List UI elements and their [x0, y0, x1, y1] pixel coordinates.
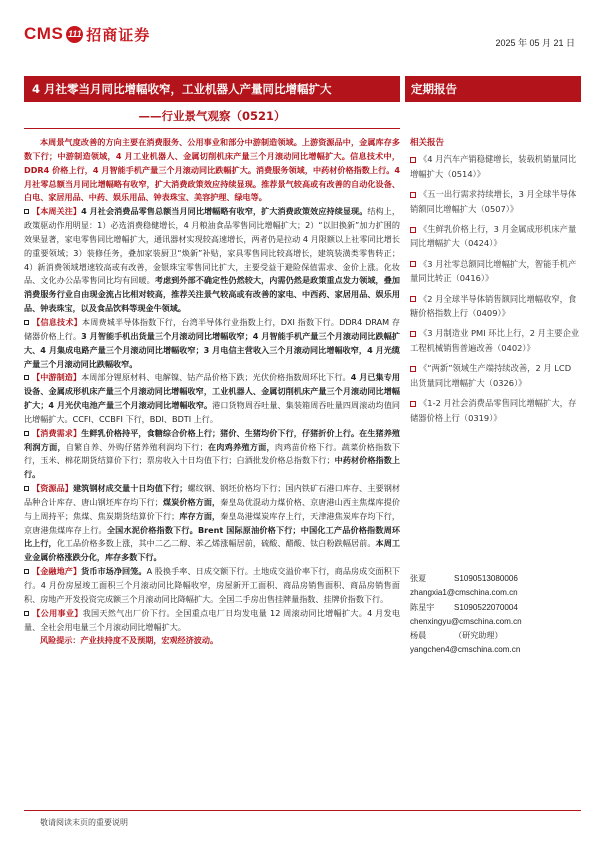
analyst-list — [410, 572, 582, 658]
section-utilities — [24, 607, 400, 635]
section-resources — [24, 482, 400, 565]
related-report-link[interactable]: 《3 月社零总额同比增幅扩大，智能手机产量同比转正（0416）》 — [410, 258, 577, 284]
report-date: 2025 年 05 月 21 日 — [495, 38, 575, 48]
section-lead: 中药材价格指数上行。 — [24, 455, 400, 480]
related-reports-heading: 相关报告 — [410, 138, 445, 148]
report-square-icon — [410, 331, 416, 337]
section-it — [24, 316, 400, 371]
subtitle-divider — [24, 128, 400, 129]
section-lead: 在肉鸡养殖方面， — [207, 441, 275, 452]
report-title: 4 月社零当月同比增幅收窄，工业机器人产量同比增幅扩大 — [32, 82, 332, 96]
section-body: 化工品价格多数上涨，其中二乙二醇、苯乙烯涨幅居前，硫酸、醋酸、钛白粉跌幅居前。 — [56, 538, 376, 549]
section-focus — [24, 205, 400, 316]
section-tag: 【公用事业】 — [32, 607, 83, 618]
bullet-square-icon — [24, 569, 29, 574]
analyst-row — [410, 572, 582, 586]
section-tag: 【信息技术】 — [32, 316, 82, 327]
section-body: 本周部分锂原材料、电解镍、钴产品价格下跌；光伏价格指数周环比下行。 — [81, 372, 351, 383]
analyst-id: S1090513080006 — [454, 574, 518, 583]
logo-cms-text: CMS — [24, 24, 64, 43]
company-logo — [24, 24, 150, 44]
section-lead: 库存方面， — [179, 510, 221, 521]
related-report-link[interactable]: 《3 月制造业 PMI 环比上行，2 月主要企业工程机械销售普遍改善（0402）》 — [410, 328, 580, 353]
related-report-link[interactable]: 《2 月全球半导体销售额同比增幅收窄，食糖价格指数上行（0409）》 — [410, 293, 577, 319]
report-square-icon — [410, 192, 416, 198]
section-midstream — [24, 371, 400, 426]
report-square-icon — [410, 296, 416, 302]
section-tag: 【消费需求】 — [32, 427, 82, 438]
report-type-bar — [405, 76, 581, 102]
section-lead: 4 月已集专用设备、金属成形机床产量三个月滚动同比增幅收窄，工业机器人、金属切削机床产量三个月滚动同比增幅扩大；4 月光伏电池产量三个月滚动同比增幅收窄。 — [24, 372, 400, 411]
report-square-icon — [410, 157, 416, 163]
section-lead: 生鲜乳价格持平，食糖综合价格上行；猪价、生猪均价下行，仔猪折价上行。在生猪养殖利润方面， — [24, 427, 400, 452]
main-content — [24, 136, 400, 648]
logo-chinese-text: 招商证券 — [86, 25, 151, 44]
report-title-bar — [24, 76, 400, 102]
section-body: 我国天然气出厂价下行。全国重点电厂日均发电量 12 周滚动同比增幅扩大。4 月发电量、全社会用电量三个月滚动同比增幅扩大。 — [24, 607, 400, 632]
bullet-square-icon — [24, 611, 29, 616]
sidebar-related-reports — [410, 136, 582, 431]
report-square-icon — [410, 227, 416, 233]
report-square-icon — [410, 261, 416, 267]
analyst-row — [410, 601, 582, 615]
footer-disclaimer: 敬请阅读末页的重要说明 — [40, 818, 128, 827]
section-body: A 股换手率、日成交额下行。土地成交溢价率下行，商品房成交面积下行。4 月份房屋竣工面积三个月滚动同比降幅收窄，房屋新开工面积、商品房销售面积、商品房销售面积、房地产开发投资完成额三个月滚动同比降幅扩大。全国二手房出售挂牌量指数、挂牌价指数下行。 — [24, 566, 400, 604]
section-lead: 煤炭价格方面， — [162, 496, 221, 507]
section-lead: 本周工业金属价格涨跌分化，库存多数下行。 — [24, 538, 400, 563]
bullet-square-icon — [24, 209, 29, 214]
bullet-square-icon — [24, 486, 29, 491]
section-tag: 【中游制造】 — [32, 372, 82, 383]
section-body: 秦皇岛优混动力煤价格、京唐港山西主焦煤库提价与上周持平；焦煤、焦炭期货结算价下行； — [24, 496, 400, 521]
analyst-id: S1090522070004 — [454, 602, 518, 612]
section-lead: 3 月智能手机出货量三个月滚动同比增幅收窄；4 月智能手机产量三个月滚动同比跌幅扩大、4 月集成电路产量三个月滚动同比增幅收窄；3 月电信主营收入三个月滚动同比增幅收窄，4 月光缆产量三个月滚动同比跌幅收窄。 — [24, 330, 400, 369]
section-lead: 建筑钢材成交量十日均值下行； — [72, 483, 188, 494]
analyst-id: （研究助理） — [454, 631, 503, 641]
section-tag: 【本周关注】 — [32, 206, 82, 217]
section-body: 肉鸡苗价格下行。蔬菜价格指数下行，玉米、棉花期货结算价下行；票房收入十日均值下行；白酒批发价格总指数下行； — [24, 441, 400, 466]
section-body: 自繁自养、外购仔猪养殖利润均下行； — [65, 441, 208, 452]
bullet-square-icon — [24, 320, 29, 325]
analyst-row — [410, 629, 582, 643]
section-body: 螺纹钢、钢坯价格均下行；国内铁矿石港口库存、主要钢材品种合计库存、唐山钢坯库存均下行； — [24, 483, 400, 507]
section-lead: 4 月社会消费品零售总额当月同比增幅略有收窄，扩大消费政策效应持续显现。 — [81, 206, 368, 217]
section-finance — [24, 565, 400, 607]
analyst-name: 杨晨 — [410, 631, 427, 641]
section-body: 结构上，政策驱动作用明显：1）必选消费稳健增长，4 月粮油食品零售同比增幅扩大；2）“以旧换新”加力扩围的效果显著，家电零售同比增幅扩大，通讯器材实现较高速增长，两者仍是拉动 4 月限额以上社零同比增长的重要领域；3）装修任务，叠加家装厨卫“焕新”补贴，家具零售同比较高增长，建筑装潢类零售转正；4）新消费领域增速较高或有改善，金银珠宝零售同比扩大，主要受益于避险保值需求、金价上涨。化妆品、文化办公品零售同比均有回暖。 — [24, 206, 400, 286]
analyst-email[interactable]: zhangxia1@cmschina.com.cn — [410, 588, 518, 598]
bullet-square-icon — [24, 431, 29, 436]
section-tag: 【金融地产】 — [32, 566, 82, 577]
risk-warning: 风险提示：产业扶持度不及预期，宏观经济波动。 — [40, 635, 219, 646]
analyst-email[interactable]: chenxingyu@cmschina.com.cn — [410, 616, 522, 626]
footer-divider — [24, 810, 581, 811]
section-lead: 全国水泥价格指数下行。Brent 国际原油价格下行；中国化工产品价格指数周环比上行， — [24, 524, 400, 549]
analyst-name: 陈星宇 — [410, 602, 435, 612]
related-report-link[interactable]: 《生鲜乳价格上行，3 月金属成形机床产量同比增幅扩大（0424）》 — [410, 224, 577, 249]
bullet-square-icon — [24, 375, 29, 380]
related-report-link[interactable]: 《4 月汽车产销稳健增长，装载机销量同比增幅扩大（0514）》 — [410, 154, 577, 179]
section-body: 港口货物周吞吐量、集装箱周吞吐量四周滚动均值同比增幅扩大。CCFI、CCBFI 下行，BDI、BDTI 上行。 — [24, 400, 400, 424]
section-tail: 考虑到外部不确定性仍然较大，内需仍然是政策重点发力领域，叠加消费服务行业自由现金流占比相对较高，推荐关注景气较高或有改善的家电、中西药、家居用品、娱乐用品、钟表珠宝，以及食品饮料等现金牛领域。 — [24, 275, 400, 314]
report-type: 定期报告 — [411, 82, 457, 96]
section-consumer — [24, 427, 400, 482]
analyst-name: 张夏 — [410, 574, 427, 583]
logo-badge-icon: 111 — [66, 26, 83, 43]
analyst-email[interactable]: yangchen4@cmschina.com.cn — [410, 645, 521, 655]
related-report-link[interactable]: 《五一出行需求持续增长，3 月全球半导体销额同比增幅扩大（0507）》 — [410, 189, 577, 214]
report-square-icon — [410, 401, 416, 407]
summary-paragraph: 本周景气度改善的方向主要在消费服务、公用事业和部分中游制造领域。上游资源品中，金属库存多数下行；中游制造领域，4 月工业机器人、金属切削机床产量三个月滚动同比增幅扩大。信息技术中，DDR4 价格上行，4 月智能手机产量三个月滚动同比跌幅扩大。消费服务领域，中药材价格指数上行。4 月社零总额当月同比增幅略有收窄，扩大消费政策效应持续显现。推荐景气较高或有改善的自动化设备、白电、家居用品、中药、娱乐用品、钟表珠宝、美容护理、绿电等。 — [24, 137, 400, 203]
section-body: 秦皇岛港煤炭库存上行，天津港焦炭库存均下行，京唐港焦煤库存上行。 — [24, 510, 400, 535]
section-lead: 货币市场净回笼。 — [81, 566, 147, 577]
report-square-icon — [410, 366, 416, 372]
report-subtitle: ——行业景气观察（0521） — [138, 109, 286, 123]
section-body: 本周费城半导体指数下行，台湾半导体行业指数上行，DXI 指数下行。DDR4 DRAM 存储器价格上行。 — [24, 316, 400, 341]
related-report-link[interactable]: 《“两新”领域生产端持续改善，2 月 LCD 出货量同比增幅扩大（0326）》 — [410, 363, 572, 388]
section-tag: 【资源品】 — [32, 483, 73, 494]
related-report-link[interactable]: 《1-2 月社会消费品零售同比增幅扩大，存储器价格上行（0319）》 — [410, 398, 577, 423]
